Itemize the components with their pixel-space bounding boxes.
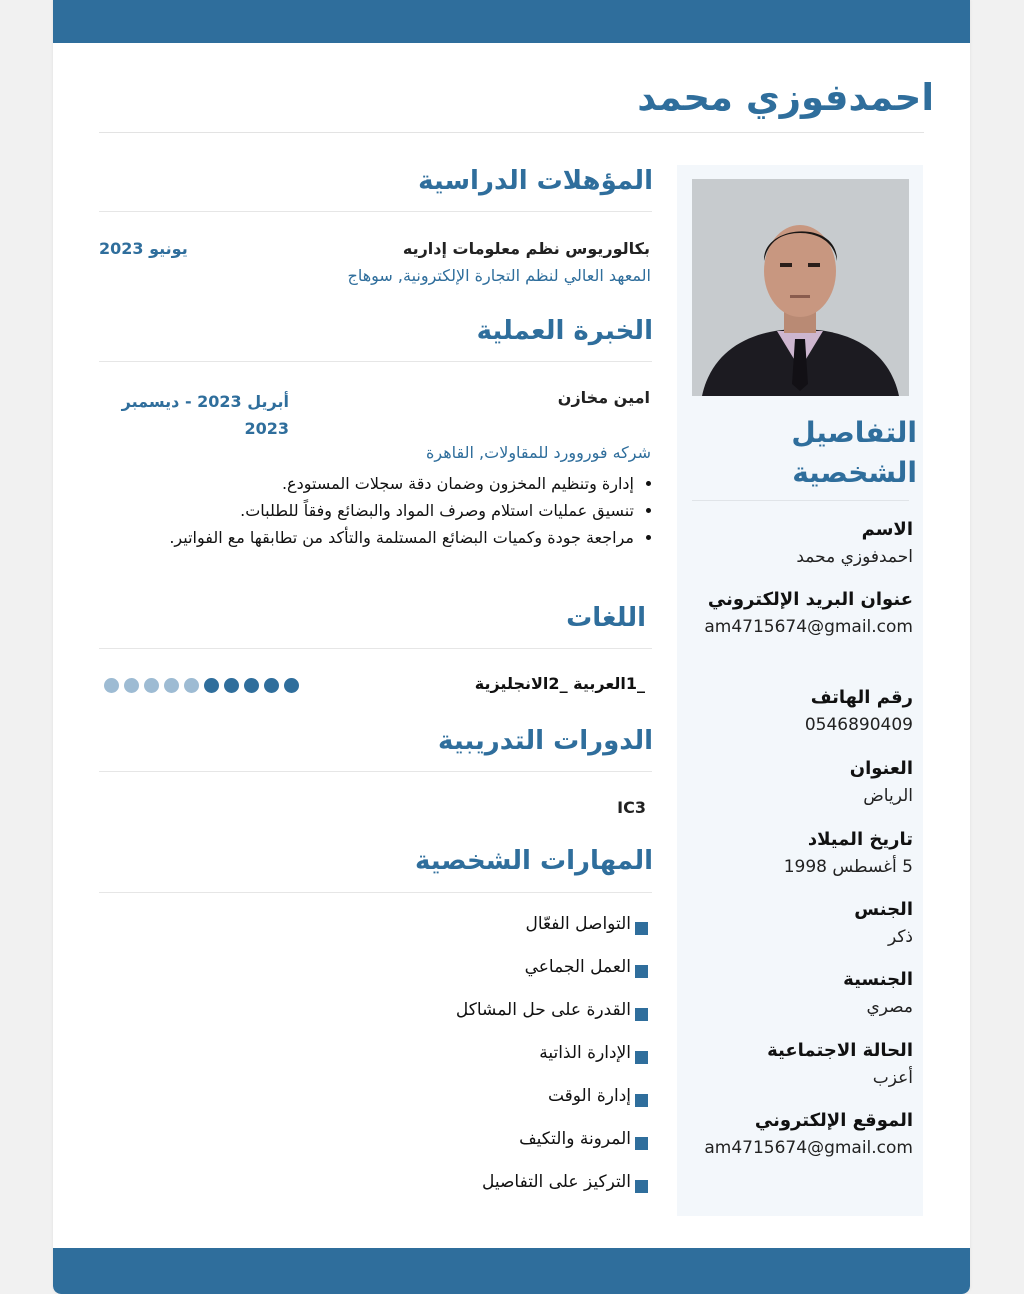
person-photo-icon [692, 179, 909, 396]
field-value: أعزب [872, 1068, 913, 1088]
field-value: am4715674@gmail.com [704, 1138, 913, 1158]
rating-dot-empty [104, 678, 119, 693]
skill-item [456, 1000, 648, 1043]
field-address [703, 756, 913, 810]
course-item: IC3 [617, 798, 646, 817]
skills-list [456, 914, 648, 1215]
list-item: • تنسيق عمليات استلام وصرف المواد والبضائع وفقاً للطلبات. [99, 497, 634, 524]
field-label: رقم الهاتف [810, 687, 913, 708]
skill-label: الإدارة الذاتية [539, 1043, 631, 1063]
skill-label: القدرة على حل المشاكل [455, 1000, 631, 1020]
skill-item [456, 914, 648, 957]
top-accent-bar [53, 0, 970, 43]
job-date: أبريل 2023 - ديسمبر 2023 [121, 392, 289, 438]
field-value: 0546890409 [804, 715, 913, 735]
languages-heading: اللغات [566, 603, 646, 633]
rating-dot-empty [184, 678, 199, 693]
skill-item [456, 1172, 648, 1215]
rating-dot-filled [244, 678, 259, 693]
field-value: am4715674@gmail.com [704, 617, 913, 637]
field-name [703, 517, 913, 571]
rating-dot-empty [144, 678, 159, 693]
skill-label: المرونة والتكيف [519, 1129, 631, 1149]
square-bullet-icon [635, 1051, 648, 1064]
field-email [703, 587, 913, 641]
job-company: شركه فوروورد للمقاولات, القاهرة [426, 443, 651, 462]
field-gender [703, 897, 913, 951]
header-divider [99, 132, 924, 133]
field-label: الحالة الاجتماعية [767, 1040, 913, 1061]
courses-divider [99, 771, 652, 772]
square-bullet-icon [635, 1137, 648, 1150]
field-value: احمدفوزي محمد [796, 547, 913, 567]
square-bullet-icon [635, 922, 648, 935]
skill-label: إدارة الوقت [547, 1086, 631, 1106]
skill-item [456, 1086, 648, 1129]
square-bullet-icon [635, 1094, 648, 1107]
languages-divider [99, 648, 652, 649]
education-heading: المؤهلات الدراسية [418, 166, 653, 196]
job-title: امين مخازن [557, 388, 650, 407]
degree-title: بكالوريوس نظم معلومات إداريه [402, 239, 650, 258]
field-label: الموقع الإلكتروني [754, 1110, 913, 1131]
skill-item [456, 957, 648, 1000]
field-marital-status [703, 1038, 913, 1092]
field-nationality [703, 967, 913, 1021]
language-entry: _1العربية _2الانجليزية [474, 674, 645, 693]
field-birthdate [703, 827, 913, 881]
square-bullet-icon [635, 965, 648, 978]
job-duties-list [99, 470, 652, 551]
square-bullet-icon [635, 1008, 648, 1021]
personal-details-panel [677, 165, 923, 1216]
skills-heading: المهارات الشخصية [415, 846, 653, 876]
experience-divider [99, 361, 652, 362]
rating-dot-filled [264, 678, 279, 693]
panel-divider [692, 500, 909, 501]
rating-dot-empty [164, 678, 179, 693]
skill-item [456, 1043, 648, 1086]
skill-label: التركيز على التفاصيل [481, 1172, 631, 1192]
field-label: الجنس [854, 899, 913, 920]
list-item: • مراجعة جودة وكميات البضائع المستلمة والتأكد من تطابقها مع الفواتير. [99, 524, 634, 551]
field-value: ذكر [887, 927, 913, 947]
skill-label: التواصل الفعّال [525, 914, 631, 934]
field-phone [703, 685, 913, 739]
education-divider [99, 211, 652, 212]
skills-divider [99, 892, 652, 893]
field-label: الاسم [861, 519, 913, 540]
experience-heading: الخبرة العملية [476, 316, 653, 346]
field-value: مصري [866, 997, 913, 1017]
candidate-name: احمدفوزي محمد [637, 76, 934, 119]
profile-photo [692, 179, 909, 396]
field-website [703, 1108, 913, 1162]
field-value: الرياض [863, 786, 913, 806]
field-label: تاريخ الميلاد [807, 829, 913, 850]
skill-label: العمل الجماعي [524, 957, 631, 977]
rating-dot-empty [124, 678, 139, 693]
field-value: 5 أغسطس 1998 [783, 857, 913, 877]
bottom-accent-bar [53, 1248, 970, 1294]
language-level-rating [104, 678, 299, 694]
skill-item [456, 1129, 648, 1172]
field-label: العنوان [849, 758, 913, 779]
rating-dot-filled [284, 678, 299, 693]
field-label: عنوان البريد الإلكتروني [707, 589, 913, 610]
courses-heading: الدورات التدريبية [438, 726, 653, 756]
rating-dot-filled [204, 678, 219, 693]
rating-dot-filled [224, 678, 239, 693]
list-item: • إدارة وتنظيم المخزون وضمان دقة سجلات المستودع. [99, 470, 634, 497]
personal-details-heading: التفاصيل الشخصية [791, 416, 917, 489]
degree-date: يونيو 2023 [99, 239, 188, 258]
square-bullet-icon [635, 1180, 648, 1193]
field-label: الجنسية [843, 969, 913, 990]
degree-school: المعهد العالي لنظم التجارة الإلكترونية, سوهاج [347, 266, 651, 285]
resume-page [53, 0, 970, 1294]
